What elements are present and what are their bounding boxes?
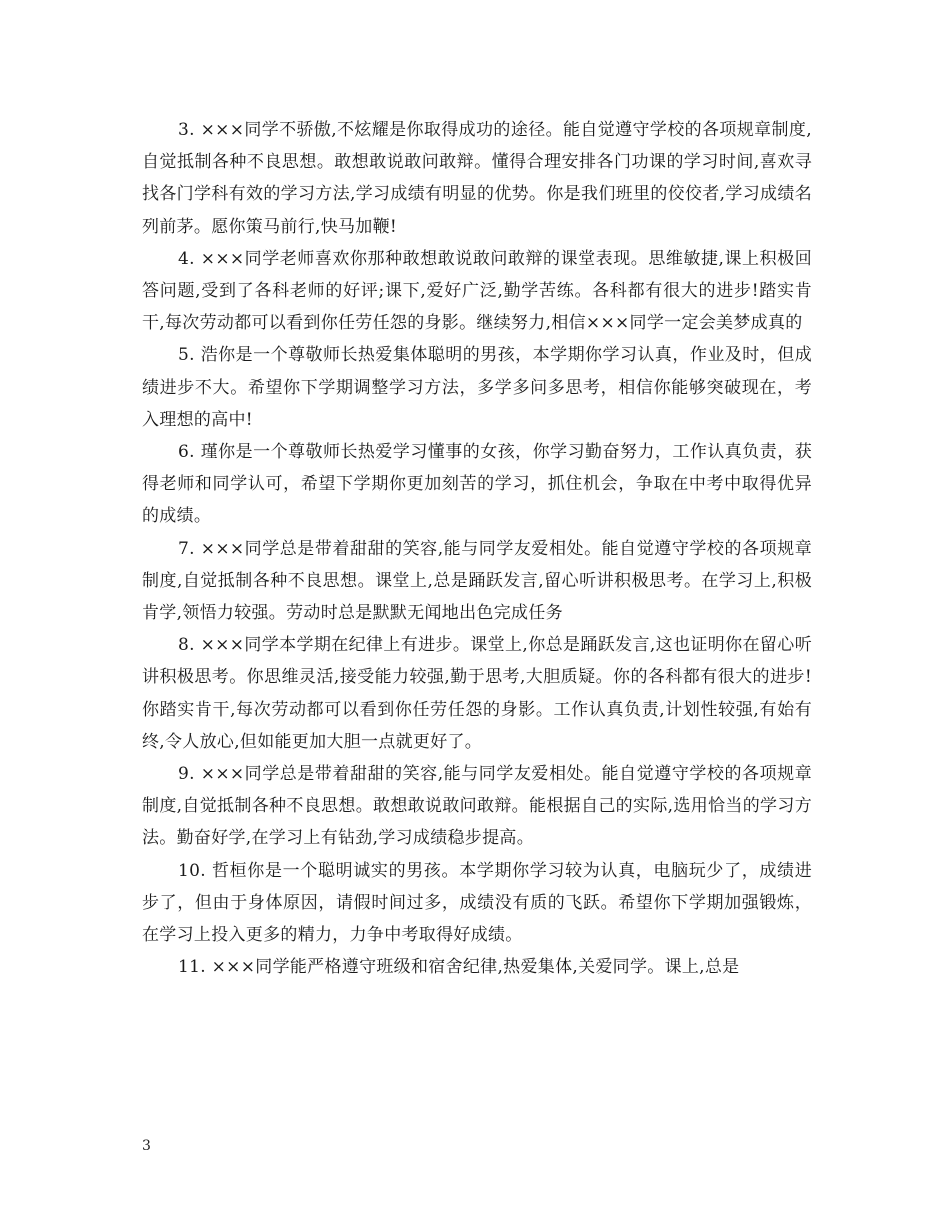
document-body [142,114,812,983]
paragraph-8: 8. ×××同学本学期在纪律上有进步。课堂上,你总是踊跃发言,这也证明你在留心听讲积极思考。你思维灵活,接受能力较强,勤于思考,大胆质疑。你的各科都有很大的进步!你踏实肯干,每次劳动都可以看到你任劳任怨的身影。工作认真负责,计划性较强,有始有终,令人放心,但如能更加大胆一点就更好了。 [142,635,812,752]
paragraph-5: 5. 浩你是一个尊敬师长热爱集体聪明的男孩，本学期你学习认真，作业及时，但成绩进步不大。希望你下学期调整学习方法，多学多问多思考，相信你能够突破现在，考入理想的高中! [142,345,812,430]
paragraph-6: 6. 瑾你是一个尊敬师长热爱学习懂事的女孩，你学习勤奋努力，工作认真负责，获得老师和同学认可，希望下学期你更加刻苦的学习，抓住机会，争取在中考中取得优异的成绩。 [142,442,812,527]
paragraph-4: 4. ×××同学老师喜欢你那种敢想敢说敢问敢辩的课堂表现。思维敏捷,课上积极回答问题,受到了各科老师的好评;课下,爱好广泛,勤学苦练。各科都有很大的进步!踏实肯干,每次劳动都可以看到你任劳任怨的身影。继续努力,相信×××同学一定会美梦成真的 [142,248,812,334]
paragraph-3: 3. ×××同学不骄傲,不炫耀是你取得成功的途径。能自觉遵守学校的各项规章制度,自觉抵制各种不良思想。敢想敢说敢问敢辩。懂得合理安排各门功课的学习时间,喜欢寻找各门学科有效的学习方法,学习成绩有明显的优势。你是我们班里的佼佼者,学习成绩名列前茅。愿你策马前行,快马加鞭! [142,120,812,237]
paragraph-11: 11. ×××同学能严格遵守班级和宿舍纪律,热爱集体,关爱同学。课上,总是 [178,957,740,978]
page-number: 3 [142,1138,151,1154]
paragraph-7: 7. ×××同学总是带着甜甜的笑容,能与同学友爱相处。能自觉遵守学校的各项规章制度,自觉抵制各种不良思想。课堂上,总是踊跃发言,留心听讲积极思考。在学习上,积极肯学,领悟力较强。劳动时总是默默无闻地出色完成任务 [142,538,812,624]
paragraph-9: 9. ×××同学总是带着甜甜的笑容,能与同学友爱相处。能自觉遵守学校的各项规章制度,自觉抵制各种不良思想。敢想敢说敢问敢辩。能根据自己的实际,选用恰当的学习方法。勤奋好学,在学习上有钻劲,学习成绩稳步提高。 [142,764,812,849]
paragraph-10: 10. 哲桓你是一个聪明诚实的男孩。本学期你学习较为认真，电脑玩少了，成绩进步了，但由于身体原因，请假时间过多，成绩没有质的飞跃。希望你下学期加强锻炼，在学习上投入更多的精力，力争中考取得好成绩。 [142,860,812,946]
